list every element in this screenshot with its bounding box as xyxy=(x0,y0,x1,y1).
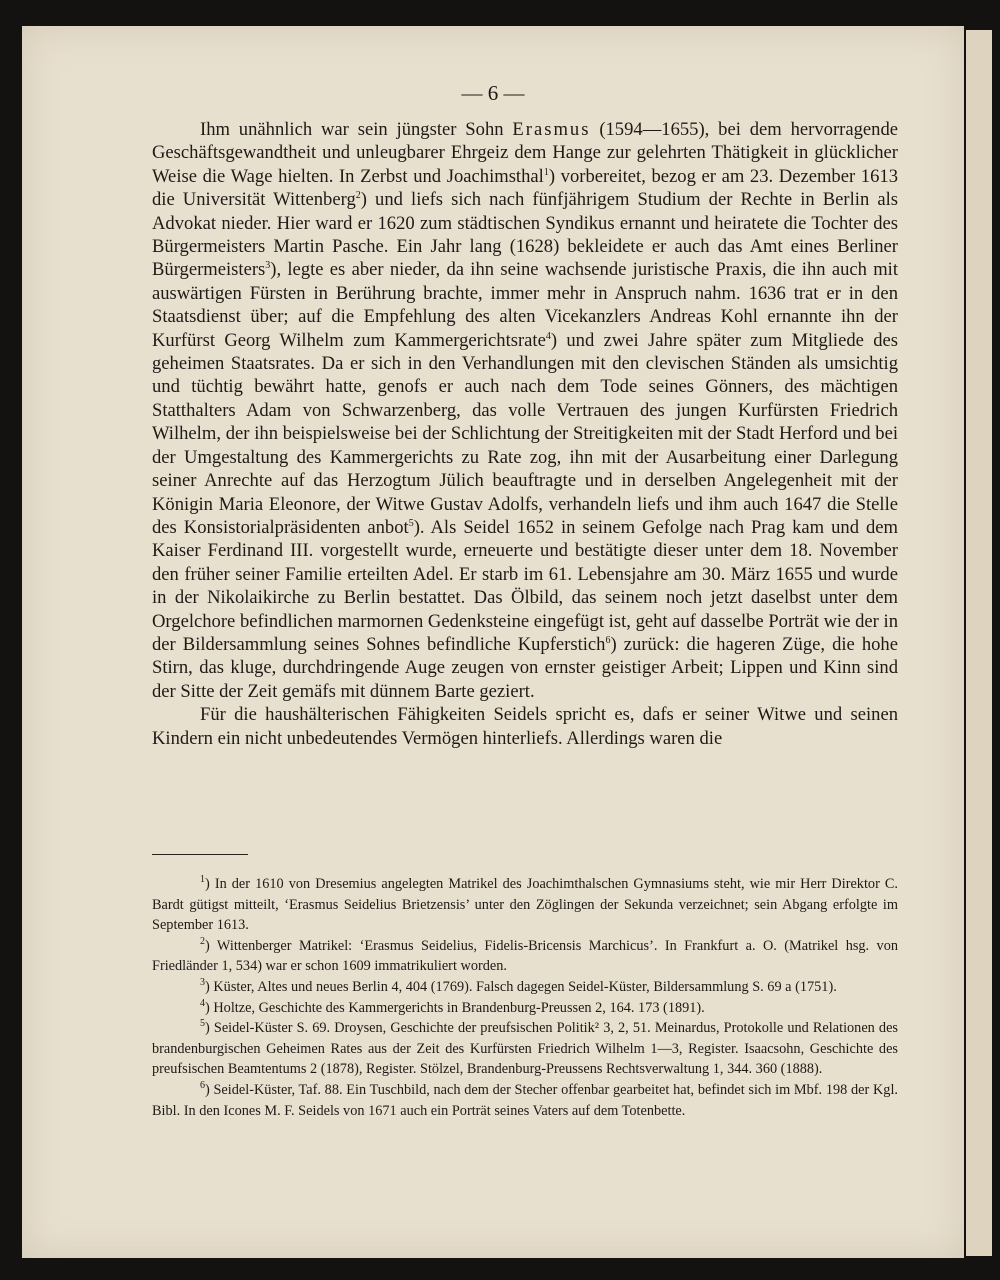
page-number: — 6 — xyxy=(461,81,525,105)
footnote: $^5$) Seidel-Küster S. 69. Droysen, Geschichte der preufsischen Politik² 3, 2, 51. Meinardus, Protokolle und Relationen des brandenburgischen Geheimen Rates aus der Zeit des Kurfürsten Friedrich Wilhelm 1—3, Register. Isaacsohn, Geschichte des preufsischen Beamtentums 2 (1878), Register. Stölzel, Brandenburg-Preussens Rechtsverwaltung 1, 344. 360 (1888). xyxy=(152,1018,898,1078)
footnote-marker: 4 xyxy=(200,997,205,1009)
footnote: $^2$) Wittenberger Matrikel: ‘Erasmus Seidelius, Fidelis-Bricensis Marchicus’. In Frankfurt a. O. (Matrikel hsg. von Friedländer 1, 534) war er schon 1609 immatrikuliert worden. xyxy=(152,936,898,975)
footnote-marker: 5 xyxy=(408,517,414,529)
adjacent-page-edge xyxy=(966,30,992,1256)
paragraph: Ihm unähnlich war sein jüngster Sohn Erasmus (1594—1655), bei dem hervorragende Geschäftsgewandtheit und unleugbarer Ehrgeiz dem Hange zur gelehrten Thätigkeit in glücklicher Weise die Wage hielten. In Zerbst und Joachimsthal$^1$) vorbereitet, bezog er am 23. Dezember 1613 die Universität Wittenberg$^2$) und liefs sich nach fünfjährigem Studium der Rechte in Berlin als Advokat nieder. Hier ward er 1620 zum städtischen Syndikus ernannt und heiratete die Tochter des Bürgermeisters Martin Pasche. Ein Jahr lang (1628) bekleidete er auch das Amt eines Berliner Bürgermeisters$^3$), legte es aber nieder, da ihn seine wachsende juristische Praxis, die ihn auch mit auswärtigen Fürsten in Berührung brachte, immer mehr in Anspruch nahm. 1636 trat er in den Staatsdienst über; auf die Empfehlung des alten Vicekanzlers Andreas Kohl ernannte ihn der Kurfürst Georg Wilhelm zum Kammergerichtsrate$^4$) und zwei Jahre später zum Mitgliede des geheimen Staatsrates. Da er sich in den Verhandlungen mit den clevischen Ständen als umsichtig und tüchtig bewährt hatte, genofs er auch nach dem Tode seines Gönners, des mächtigen Statthalters Adam von Schwarzenberg, das volle Vertrauen des jungen Kurfürsten Friedrich Wilhelm, der ihn beispielsweise bei der Schlichtung der Streitigkeiten mit der Stadt Herford und bei der Umgestaltung des Kammergerichts zu Rate zog, ihn mit der Ausarbeitung einer Darlegung seiner Anrechte auf das Herzogtum Jülich beauftragte und in derselben Angelegenheit mit der Königin Maria Eleonore, der Witwe Gustav Adolfs, verhandeln liefs und ihm auch 1647 die Stelle des Konsistorialpräsidenten anbot$^5$). Als Seidel 1652 in seinem Gefolge nach Prag kam und dem Kaiser Ferdinand III. vorgestellt wurde, erneuerte und bestätigte dieser unter dem 18. November den früher seiner Familie erteilten Adel. Er starb im 61. Lebensjahre am 30. März 1655 und wurde in der Nikolaikirche zu Berlin bestattet. Das Ölbild, das seinem noch jetzt daselbst unter dem Orgelchore befindlichen marmornen Gedenksteine eingefügt ist, geht auf dasselbe Porträt wie der in der Bildersammlung seines Sohnes befindliche Kupferstich$^6$) zurück: die hageren Züge, die hohe Stirn, das kluge, durchdringende Auge zeugen von ernster geistiger Arbeit; Lippen und Kinn sind der Sitte der Zeit gemäfs mit dünnem Barte geziert. xyxy=(152,119,898,702)
footnote: $^6$) Seidel-Küster, Taf. 88. Ein Tuschbild, nach dem der Stecher offenbar gearbeitet hat, befindet sich im Mbf. 198 der Kgl. Bibl. In den Icones M. F. Seidels von 1671 auch ein Porträt seines Vaters auf dem Totenbette. xyxy=(152,1080,898,1119)
main-text xyxy=(152,118,898,750)
footnotes xyxy=(152,874,898,1121)
footnote-marker: 5 xyxy=(200,1018,205,1030)
footnote-marker: 1 xyxy=(543,166,549,178)
footnote: $^1$) In der 1610 von Dresemius angelegten Matrikel des Joachimthalschen Gymnasiums steht, wie mir Herr Direktor C. Bardt gütigst mitteilt, ‘Erasmus Seidelius Brietzensis’ unter den Zöglingen der Sekunda verzeichnet; sein Abgang erfolgte im September 1613. xyxy=(152,874,898,934)
paragraph: Für die haushälterischen Fähigkeiten Seidels spricht es, dafs er seiner Witwe und seinen Kindern ein nicht unbedeutendes Vermögen hinterliefs. Allerdings waren die xyxy=(152,704,898,749)
footnote-marker: 4 xyxy=(545,330,551,342)
spaced-name: Erasmus xyxy=(512,119,591,140)
footnote: $^3$) Küster, Altes und neues Berlin 4, 404 (1769). Falsch dagegen Seidel-Küster, Bildersammlung S. 69 a (1751). xyxy=(200,977,837,995)
footnote-marker: 2 xyxy=(200,936,205,948)
footnote-marker: 1 xyxy=(200,874,205,886)
book-page xyxy=(22,26,964,1258)
footnote-marker: 6 xyxy=(605,634,611,646)
footnote-marker: 6 xyxy=(200,1080,205,1092)
footnote-marker: 2 xyxy=(355,190,361,202)
footnote-marker: 3 xyxy=(265,260,271,272)
footnote-marker: 3 xyxy=(200,977,205,989)
footnote-separator xyxy=(152,854,248,855)
footnote: $^4$) Holtze, Geschichte des Kammergerichts in Brandenburg-Preussen 2, 164. 173 (1891). xyxy=(200,997,705,1016)
